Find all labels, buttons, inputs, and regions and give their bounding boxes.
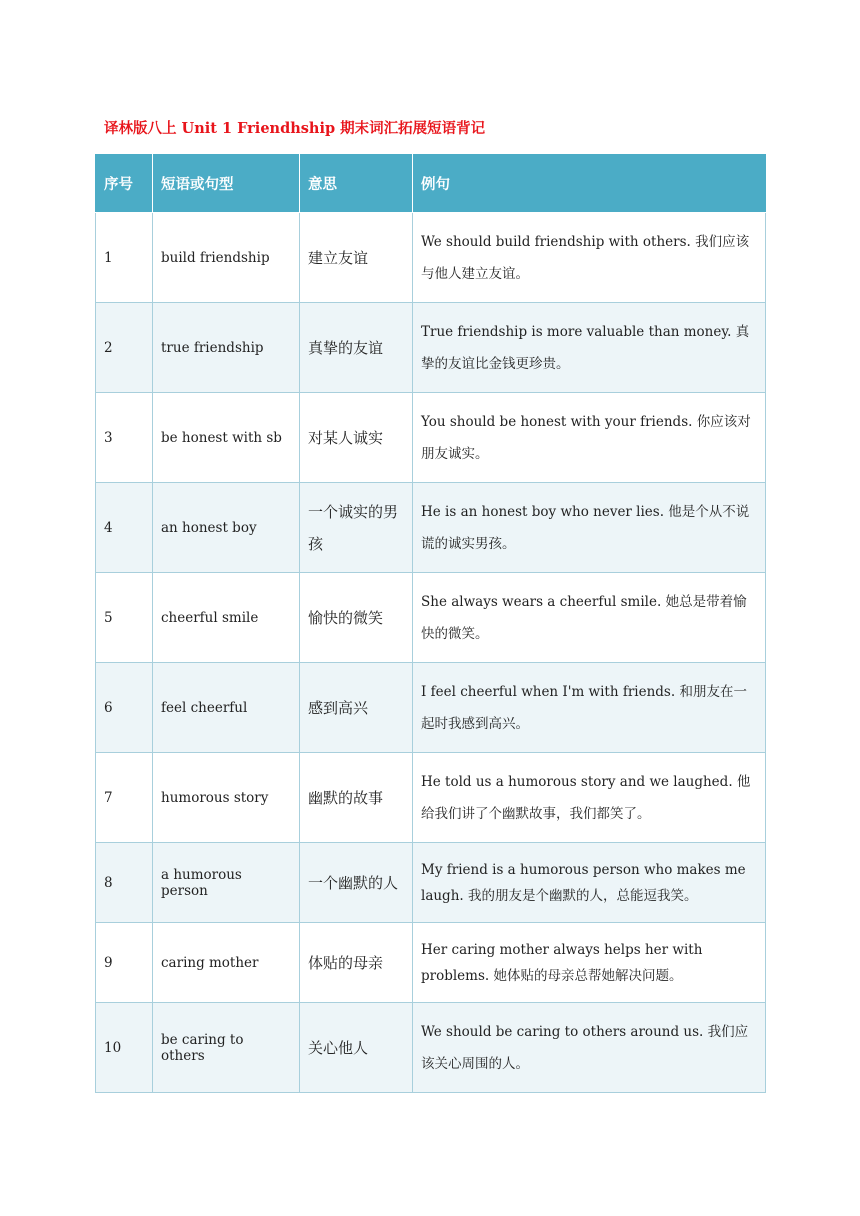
row-example: My friend is a humorous person who makes me laugh. 我的朋友是个幽默的人，总能逗我笑。 (413, 843, 766, 923)
row-number: 5 (96, 573, 153, 663)
table-row (96, 843, 766, 923)
row-example: You should be honest with your friends. 你应该对朋友诚实。 (413, 393, 766, 483)
row-phrase: be caring to others (153, 1003, 300, 1093)
row-number: 1 (96, 213, 153, 303)
row-meaning: 关心他人 (300, 1003, 413, 1093)
table-row (96, 483, 766, 573)
row-example: True friendship is more valuable than money. 真挚的友谊比金钱更珍贵。 (413, 303, 766, 393)
row-meaning: 真挚的友谊 (300, 303, 413, 393)
header-phrase: 短语或句型 (153, 155, 300, 213)
table-row (96, 573, 766, 663)
table-row (96, 663, 766, 753)
row-example: He told us a humorous story and we laughed. 他给我们讲了个幽默故事，我们都笑了。 (413, 753, 766, 843)
row-phrase: a humorous person (153, 843, 300, 923)
row-example: We should build friendship with others. 我们应该与他人建立友谊。 (413, 213, 766, 303)
row-meaning: 一个幽默的人 (300, 843, 413, 923)
table-row (96, 753, 766, 843)
table-row (96, 923, 766, 1003)
row-meaning: 体贴的母亲 (300, 923, 413, 1003)
row-number: 2 (96, 303, 153, 393)
row-number: 3 (96, 393, 153, 483)
row-example: We should be caring to others around us. 我们应该关心周围的人。 (413, 1003, 766, 1093)
row-phrase: caring mother (153, 923, 300, 1003)
row-number: 4 (96, 483, 153, 573)
row-meaning: 愉快的微笑 (300, 573, 413, 663)
row-example: He is an honest boy who never lies. 他是个从不说谎的诚实男孩。 (413, 483, 766, 573)
row-example: Her caring mother always helps her with problems. 她体贴的母亲总帮她解决问题。 (413, 923, 766, 1003)
row-phrase: be honest with sb (153, 393, 300, 483)
row-meaning: 幽默的故事 (300, 753, 413, 843)
vocabulary-table (95, 154, 766, 1093)
row-phrase: build friendship (153, 213, 300, 303)
table-row (96, 303, 766, 393)
row-meaning: 一个诚实的男孩 (300, 483, 413, 573)
row-number: 9 (96, 923, 153, 1003)
row-phrase: feel cheerful (153, 663, 300, 753)
row-phrase: humorous story (153, 753, 300, 843)
row-meaning: 建立友谊 (300, 213, 413, 303)
row-phrase: true friendship (153, 303, 300, 393)
table-header-row (96, 155, 766, 213)
table-row (96, 213, 766, 303)
row-phrase: an honest boy (153, 483, 300, 573)
row-number: 8 (96, 843, 153, 923)
row-number: 7 (96, 753, 153, 843)
row-example: She always wears a cheerful smile. 她总是带着愉快的微笑。 (413, 573, 766, 663)
header-number: 序号 (96, 155, 153, 213)
row-example: I feel cheerful when I'm with friends. 和朋友在一起时我感到高兴。 (413, 663, 766, 753)
row-meaning: 对某人诚实 (300, 393, 413, 483)
table-row (96, 393, 766, 483)
row-meaning: 感到高兴 (300, 663, 413, 753)
row-number: 10 (96, 1003, 153, 1093)
table-row (96, 1003, 766, 1093)
document-title: 译林版八上 Unit 1 Friendhship 期末词汇拓展短语背记 (104, 120, 486, 137)
header-example: 例句 (413, 155, 766, 213)
row-phrase: cheerful smile (153, 573, 300, 663)
header-meaning: 意思 (300, 155, 413, 213)
row-number: 6 (96, 663, 153, 753)
